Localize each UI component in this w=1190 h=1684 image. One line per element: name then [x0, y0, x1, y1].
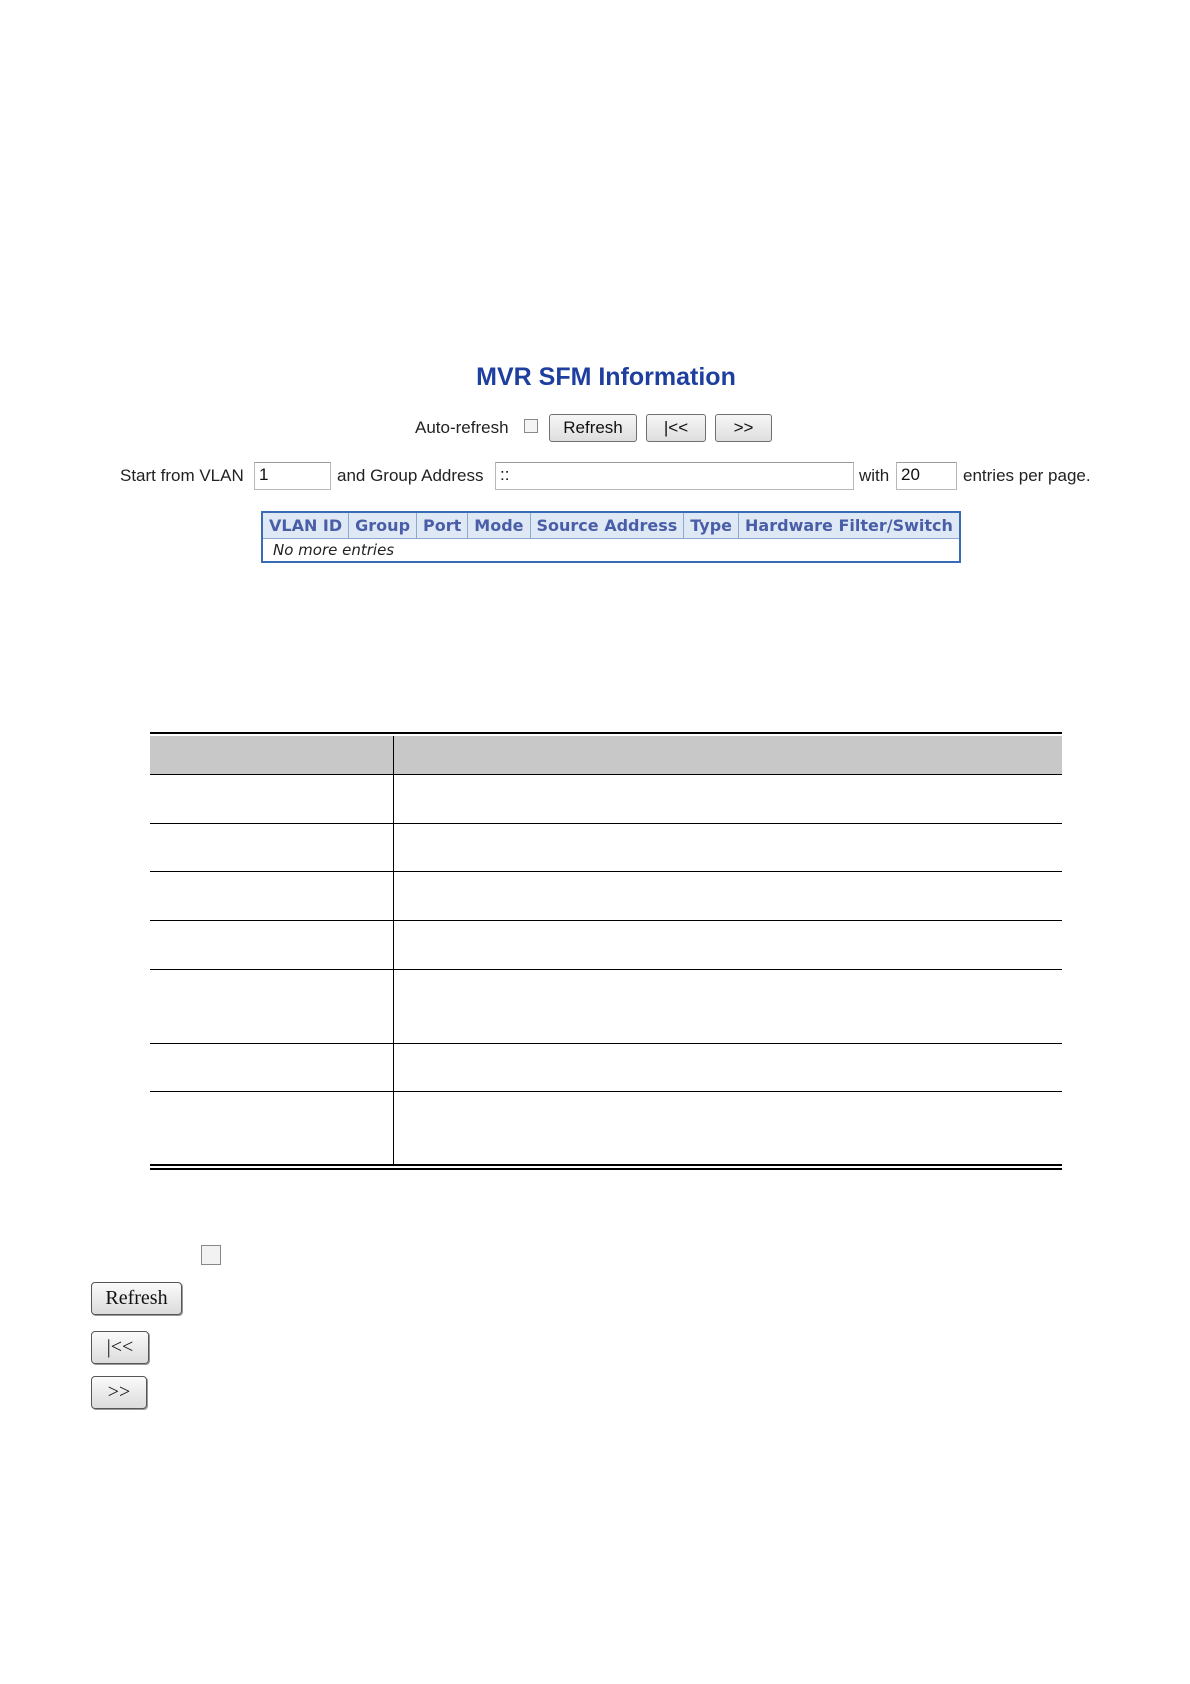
auto-refresh-checkbox[interactable] — [524, 419, 538, 433]
table-row — [262, 539, 960, 563]
empty-message: No more entries — [273, 541, 395, 559]
mvr-sfm-table — [261, 511, 961, 563]
row-divider — [150, 823, 1062, 824]
group-address-input[interactable]: :: — [495, 462, 854, 490]
legend-first-page-button[interactable]: |<< — [91, 1331, 149, 1364]
legend-refresh-button[interactable]: Refresh — [91, 1282, 182, 1315]
refresh-button[interactable]: Refresh — [549, 414, 637, 442]
table-bottom-rule — [150, 1168, 1062, 1170]
table-top-rule — [150, 732, 1062, 734]
with-label: with — [859, 466, 890, 485]
auto-refresh-label: Auto-refresh — [415, 418, 509, 437]
column-mode: Mode — [468, 512, 530, 539]
row-divider — [150, 774, 1062, 775]
column-vlan-id: VLAN ID — [262, 512, 349, 539]
description-table — [150, 732, 1062, 1172]
row-divider — [150, 920, 1062, 921]
entries-per-page-label: entries per page. — [963, 466, 1091, 485]
table-bottom-rule — [150, 1164, 1062, 1166]
column-type: Type — [684, 512, 739, 539]
column-port: Port — [417, 512, 468, 539]
entries-per-page-input[interactable]: 20 — [896, 462, 957, 490]
next-page-button[interactable]: >> — [715, 414, 772, 442]
column-hardware-filter: Hardware Filter/Switch — [739, 512, 960, 539]
row-divider — [150, 1091, 1062, 1092]
table-header-row — [262, 512, 960, 539]
column-source-address: Source Address — [530, 512, 684, 539]
group-address-label: and Group Address — [337, 466, 484, 485]
description-table-header — [150, 736, 1062, 774]
legend-next-page-button[interactable]: >> — [91, 1376, 147, 1409]
row-divider — [150, 969, 1062, 970]
column-group: Group — [349, 512, 417, 539]
column-divider — [393, 736, 394, 1164]
start-vlan-input[interactable]: 1 — [254, 462, 331, 490]
row-divider — [150, 1043, 1062, 1044]
start-vlan-label: Start from VLAN — [120, 466, 244, 485]
row-divider — [150, 871, 1062, 872]
first-page-button[interactable]: |<< — [646, 414, 706, 442]
page-title: MVR SFM Information — [476, 363, 736, 391]
legend-auto-refresh-checkbox[interactable] — [201, 1245, 221, 1265]
